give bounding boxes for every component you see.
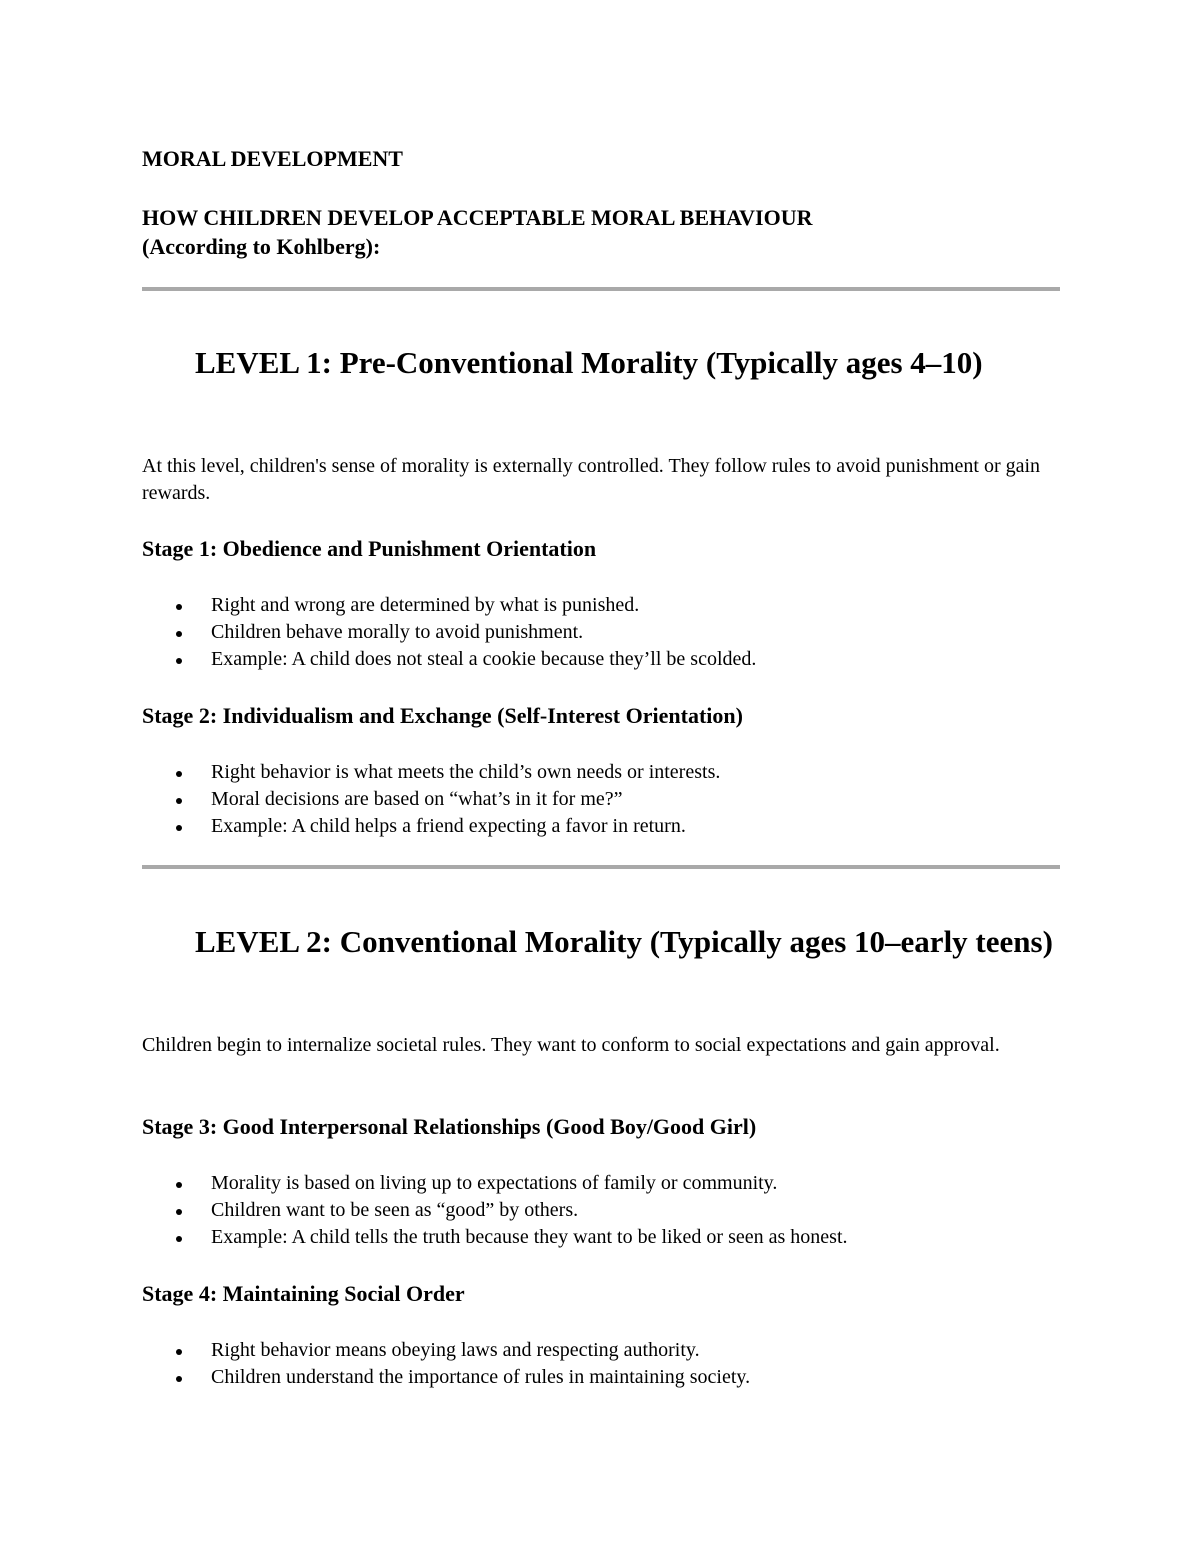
list-item: Right behavior is what meets the child’s own needs or interests. bbox=[142, 759, 1060, 786]
stage-3-bullets bbox=[142, 1170, 1060, 1251]
bullet-icon bbox=[176, 825, 182, 831]
bullet-icon bbox=[176, 1209, 182, 1215]
level-2-heading: LEVEL 2: Conventional Morality (Typically ages 10–early teens) bbox=[195, 924, 1053, 959]
level-1-heading: LEVEL 1: Pre-Conventional Morality (Typically ages 4–10) bbox=[195, 345, 983, 380]
bullet-icon bbox=[176, 1182, 182, 1188]
stage-1-heading: Stage 1: Obedience and Punishment Orientation bbox=[142, 536, 597, 561]
document-subtitle bbox=[142, 203, 1060, 261]
list-item: Right behavior means obeying laws and respecting authority. bbox=[142, 1337, 1060, 1364]
level-2-intro: Children begin to internalize societal rules. They want to conform to social expectations and gain approval. bbox=[142, 1034, 1000, 1056]
horizontal-rule bbox=[142, 287, 1060, 291]
list-item: Moral decisions are based on “what’s in it for me?” bbox=[142, 786, 1060, 813]
bullet-icon bbox=[176, 658, 182, 664]
document-title: MORAL DEVELOPMENT bbox=[142, 146, 403, 171]
stage-2-bullets bbox=[142, 759, 1060, 840]
list-item: Children want to be seen as “good” by others. bbox=[142, 1197, 1060, 1224]
bullet-icon bbox=[176, 1349, 182, 1355]
level-1-intro: At this level, children's sense of morality is externally controlled. They follow rules to avoid punishment or gain rewards. bbox=[142, 455, 1041, 504]
list-item: Morality is based on living up to expectations of family or community. bbox=[142, 1170, 1060, 1197]
list-item: Example: A child tells the truth because they want to be liked or seen as honest. bbox=[142, 1224, 1060, 1251]
stage-2-heading: Stage 2: Individualism and Exchange (Self-Interest Orientation) bbox=[142, 703, 743, 728]
bullet-icon bbox=[176, 1376, 182, 1382]
bullet-icon bbox=[176, 631, 182, 637]
stage-4-bullets bbox=[142, 1337, 1060, 1391]
list-item: Right and wrong are determined by what is punished. bbox=[142, 592, 1060, 619]
subtitle-line-1: HOW CHILDREN DEVELOP ACCEPTABLE MORAL BEHAVIOUR bbox=[142, 205, 813, 230]
list-item: Children understand the importance of rules in maintaining society. bbox=[142, 1364, 1060, 1391]
bullet-icon bbox=[176, 798, 182, 804]
bullet-icon bbox=[176, 771, 182, 777]
stage-1-bullets bbox=[142, 592, 1060, 673]
list-item: Children behave morally to avoid punishment. bbox=[142, 619, 1060, 646]
stage-4-heading: Stage 4: Maintaining Social Order bbox=[142, 1281, 465, 1306]
list-item: Example: A child does not steal a cookie because they’ll be scolded. bbox=[142, 646, 1060, 673]
bullet-icon bbox=[176, 1236, 182, 1242]
stage-3-heading: Stage 3: Good Interpersonal Relationships (Good Boy/Good Girl) bbox=[142, 1114, 757, 1139]
horizontal-rule bbox=[142, 865, 1060, 869]
subtitle-line-2: (According to Kohlberg): bbox=[142, 234, 381, 259]
bullet-icon bbox=[176, 604, 182, 610]
list-item: Example: A child helps a friend expecting a favor in return. bbox=[142, 813, 1060, 840]
